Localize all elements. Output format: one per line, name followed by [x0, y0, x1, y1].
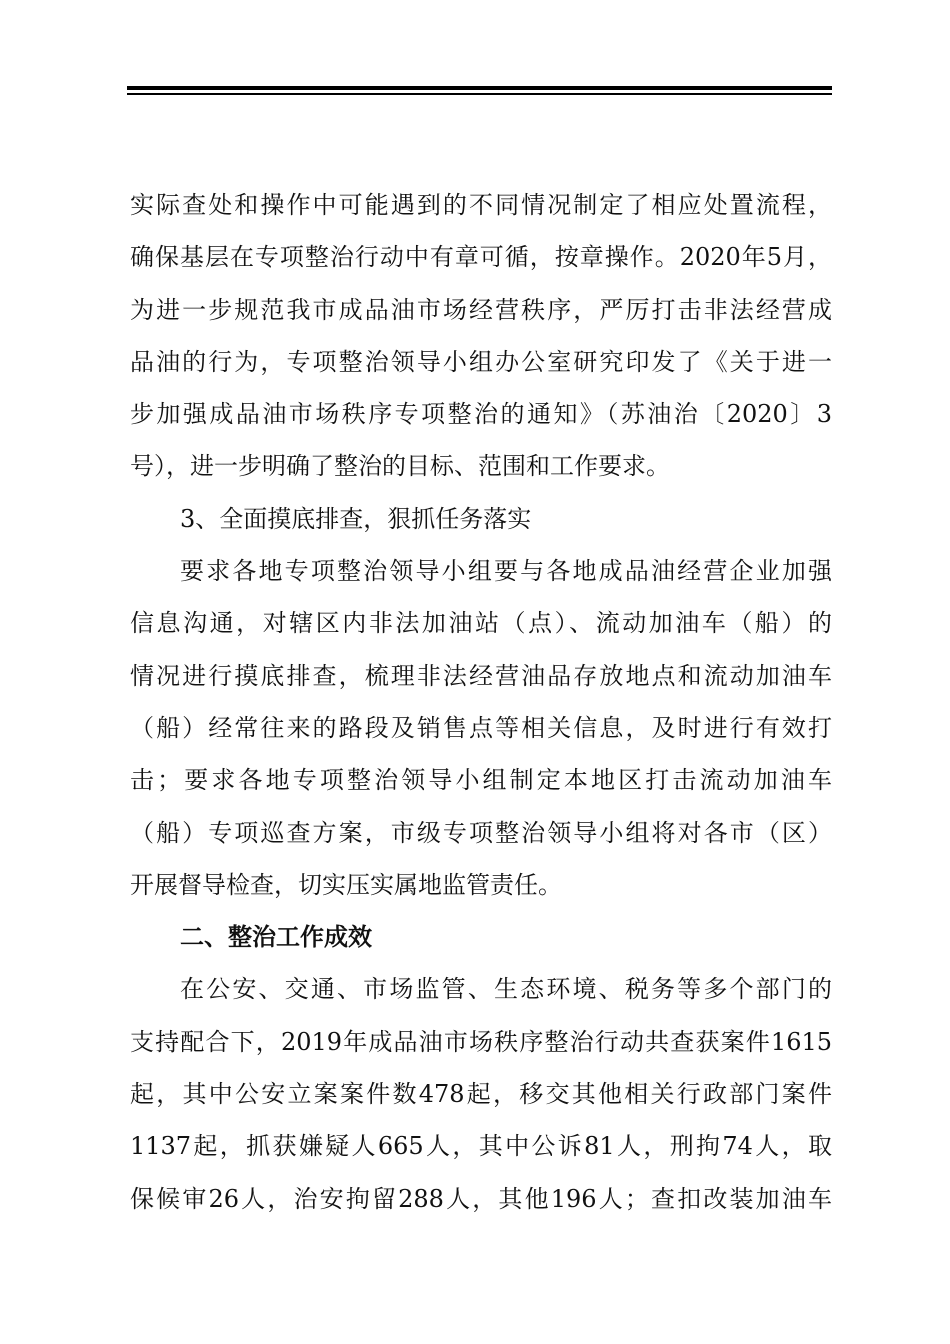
paragraph-line: 确保基层在专项整治行动中有章可循，按章操作。2020年5月，: [130, 243, 832, 272]
paragraph-line: 信息沟通，对辖区内非法加油站（点）、流动加油车（船）的: [130, 609, 832, 638]
header-rule-thick: [127, 86, 832, 90]
paragraph-line: 1137起，抓获嫌疑人665人，其中公诉81人，刑拘74人，取: [130, 1132, 832, 1161]
paragraph-line: 为进一步规范我市成品油市场经营秩序，严厉打击非法经营成: [130, 295, 832, 324]
paragraph-line: 保候审26人，治安拘留288人，其他196人；查扣改装加油车: [130, 1184, 832, 1213]
paragraph-line: 实际查处和操作中可能遇到的不同情况制定了相应处置流程，: [130, 191, 832, 219]
paragraph-line: 要求各地专项整治领导小组要与各地成品油经营企业加强: [180, 557, 832, 586]
paragraph-line: 起，其中公安立案案件数478起，移交其他相关行政部门案件: [130, 1080, 832, 1109]
paragraph-line: 情况进行摸底排查，梳理非法经营油品存放地点和流动加油车: [130, 661, 832, 690]
paragraph-line: 开展督导检查，切实压实属地监管责任。: [130, 870, 562, 899]
paragraph-line: 支持配合下，2019年成品油市场秩序整治行动共查获案件1615: [130, 1027, 832, 1056]
paragraph-line: 号），进一步明确了整治的目标、范围和工作要求。: [130, 452, 670, 481]
header-rule-thin: [127, 93, 832, 95]
document-body: [130, 179, 832, 1225]
paragraph-line: 步加强成品油市场秩序专项整治的通知》（苏油治〔2020〕3: [130, 400, 832, 429]
paragraph-line: 在公安、交通、市场监管、生态环境、税务等多个部门的: [180, 975, 832, 1004]
subheading-3: 3、全面摸底排查，狠抓任务落实: [180, 504, 532, 533]
paragraph-line: （船）专项巡查方案，市级专项整治领导小组将对各市（区）: [130, 818, 832, 847]
paragraph-line: 品油的行为，专项整治领导小组办公室研究印发了《关于进一: [130, 347, 832, 376]
paragraph-line: 击；要求各地专项整治领导小组制定本地区打击流动加油车: [130, 766, 832, 795]
paragraph-line: （船）经常往来的路段及销售点等相关信息，及时进行有效打: [130, 713, 832, 742]
section-heading: 二、整治工作成效: [180, 923, 372, 952]
